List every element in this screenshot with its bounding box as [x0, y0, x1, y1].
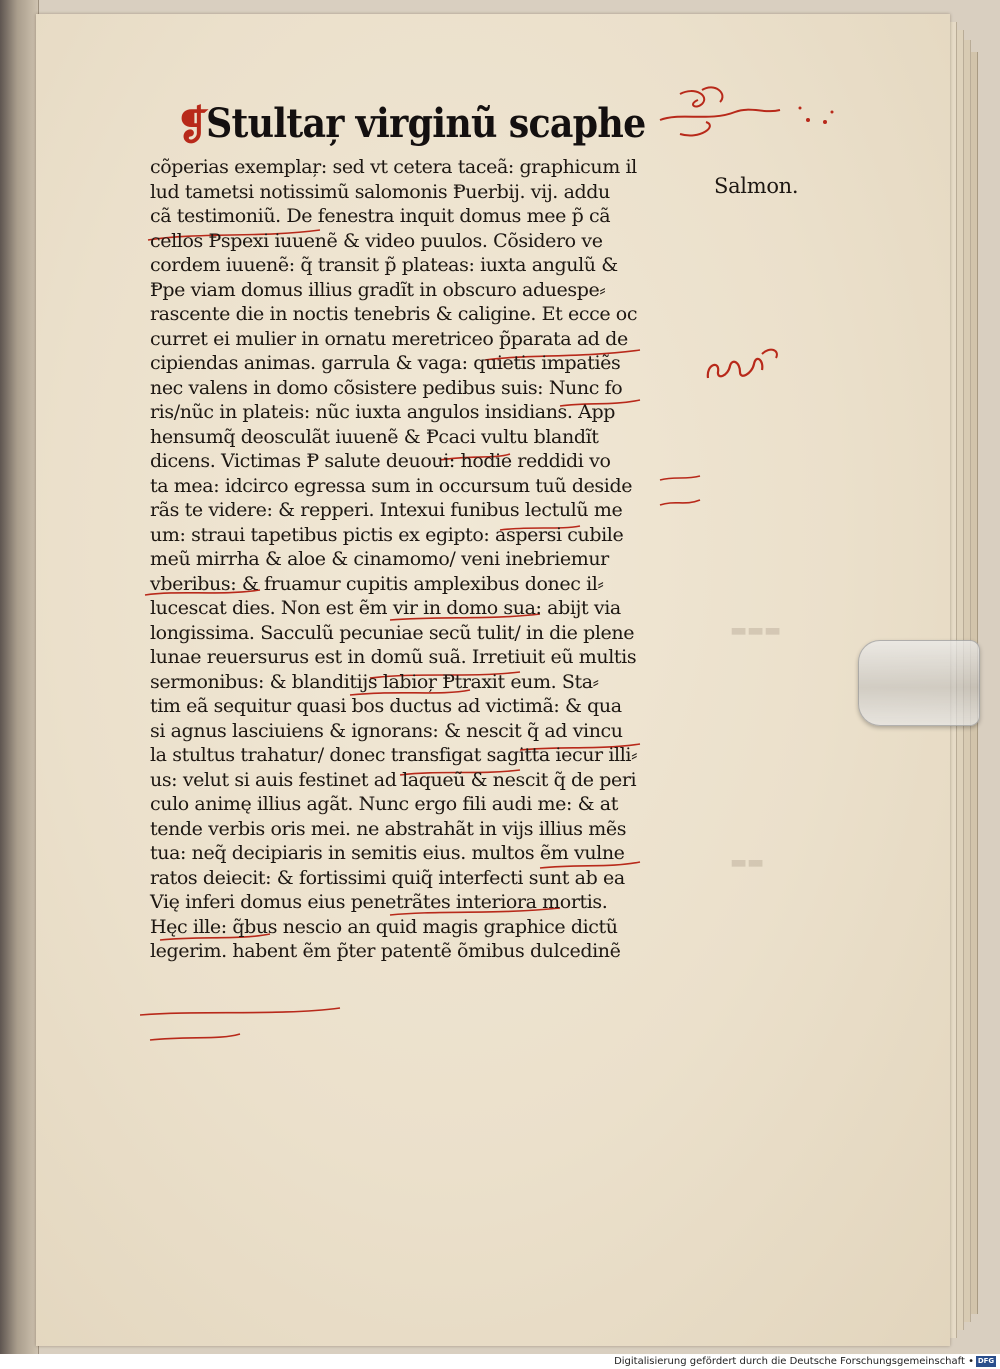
text-line: cellos Ᵽspexi iuuenẽ & video puulos. Cõsidero ve [150, 229, 603, 252]
text-line: tim eã sequitur quasi bos ductus ad victimã: & qua [150, 695, 622, 717]
text-line: ratos deiecit: & fortissimi quiq̃ interfecti sunt ab ea [150, 866, 625, 889]
text-line: ris/nũc in plateis: nũc iuxta angulos insidians. App [150, 401, 616, 423]
text-line: cã testimoniũ. De fenestra inquit domus mee p̃ cã [150, 205, 611, 227]
text-line: Vię inferi domus eius penetrãtes interiora mortis. [150, 891, 608, 913]
text-line: tua: neq̃ decipiaris in semitis eius. multos ẽm vulne [150, 842, 625, 864]
text-line: longissima. Sacculũ pecuniae secũ tulit/ in die plene [150, 621, 635, 644]
text-line: sermonibus: & blanditijs labioŗ Ᵽtraxit eum. Sta⸗ [150, 670, 599, 693]
text-line: nec valens in domo cõsistere pedibus suis: Nunc fo [150, 376, 623, 399]
pilcrow-mark-icon: ❡ [176, 102, 210, 149]
text-line: meũ mirrha & aloe & cinamomo/ veni inebriemur [150, 548, 609, 570]
text-line: si agnus lasciuiens & ignorans: & nescit q̃ ad vincu [150, 719, 623, 742]
text-line: la stultus trahatur/ donec transfigat sagitta iecur illi⸗ [150, 744, 637, 766]
page-clip [858, 640, 980, 726]
text-line: tende verbis oris mei. ne abstrahãt in vijs illius mẽs [150, 817, 627, 840]
footer-credit: Digitalisierung gefördert durch die Deutsche Forschungsgemeinschaft • [614, 1356, 974, 1367]
left-page-edge [0, 0, 39, 1369]
text-line: rãs te videre: & repperi. Intexui funibus lectulũ me [150, 499, 623, 521]
text-line: us: velut si auis festinet ad laqueũ & nescit q̃ de peri [150, 768, 637, 791]
text-line: lunae reuersurus est in domũ suã. Irretiuit eũ multis [150, 646, 637, 668]
red-flourish-icon [640, 82, 850, 152]
text-line: Hęc ille: q̃bus nescio an quid magis graphice dictũ [150, 915, 618, 938]
text-line: hensumq̃ deosculãt iuuenẽ & Ᵽcaci vultu blandĩt [150, 425, 599, 448]
text-line: cõperias exemplaŗ: sed vt cetera taceã: graphicum il [150, 156, 637, 178]
page-heading: Stultaŗ virginũ scaphe [206, 100, 646, 147]
text-line: rascente die in noctis tenebris & caligine. Et ecce oc [150, 303, 638, 325]
margin-note: Salmon. [714, 174, 799, 198]
text-line: curret ei mulier in ornatu meretriceo p̃parata ad de [150, 327, 628, 350]
text-line: cipiendas animas. garrula & vaga: quietis impatiẽs [150, 352, 621, 374]
text-line: Ᵽpe viam domus illius gradĩt in obscuro aduespe⸗ [150, 278, 606, 301]
text-line: lucescat dies. Non est ẽm vir in domo sua: abijt via [150, 597, 621, 619]
text-line: lud tametsi notissimũ salomonis Ᵽuerbij. vij. addu [150, 180, 610, 203]
text-line: vberibus: & fruamur cupitis amplexibus donec il⸗ [150, 572, 604, 595]
body-text [150, 155, 710, 964]
text-line: dicens. Victimas Ᵽ salute deuoui: hodie reddidi vo [150, 450, 611, 472]
footer-bar [0, 1354, 1000, 1369]
text-line: legerim. habent ẽm p̃ter patentẽ õmibus dulcedinẽ [150, 940, 621, 962]
text-line: cordem iuuenẽ: q̃ transit p̃ plateas: iuxta angulũ & [150, 254, 618, 276]
text-line: ta mea: idcirco egressa sum in occursum tuũ deside [150, 474, 633, 497]
dfg-logo: DFG [977, 1357, 995, 1365]
text-line: um: straui tapetibus pictis ex egipto: aspersi cubile [150, 523, 624, 546]
bleed-through-shadow: ▬▬▬ ▬▬ [730, 620, 782, 873]
text-line: culo animę illius agãt. Nunc ergo fili audi me: & at [150, 793, 618, 815]
